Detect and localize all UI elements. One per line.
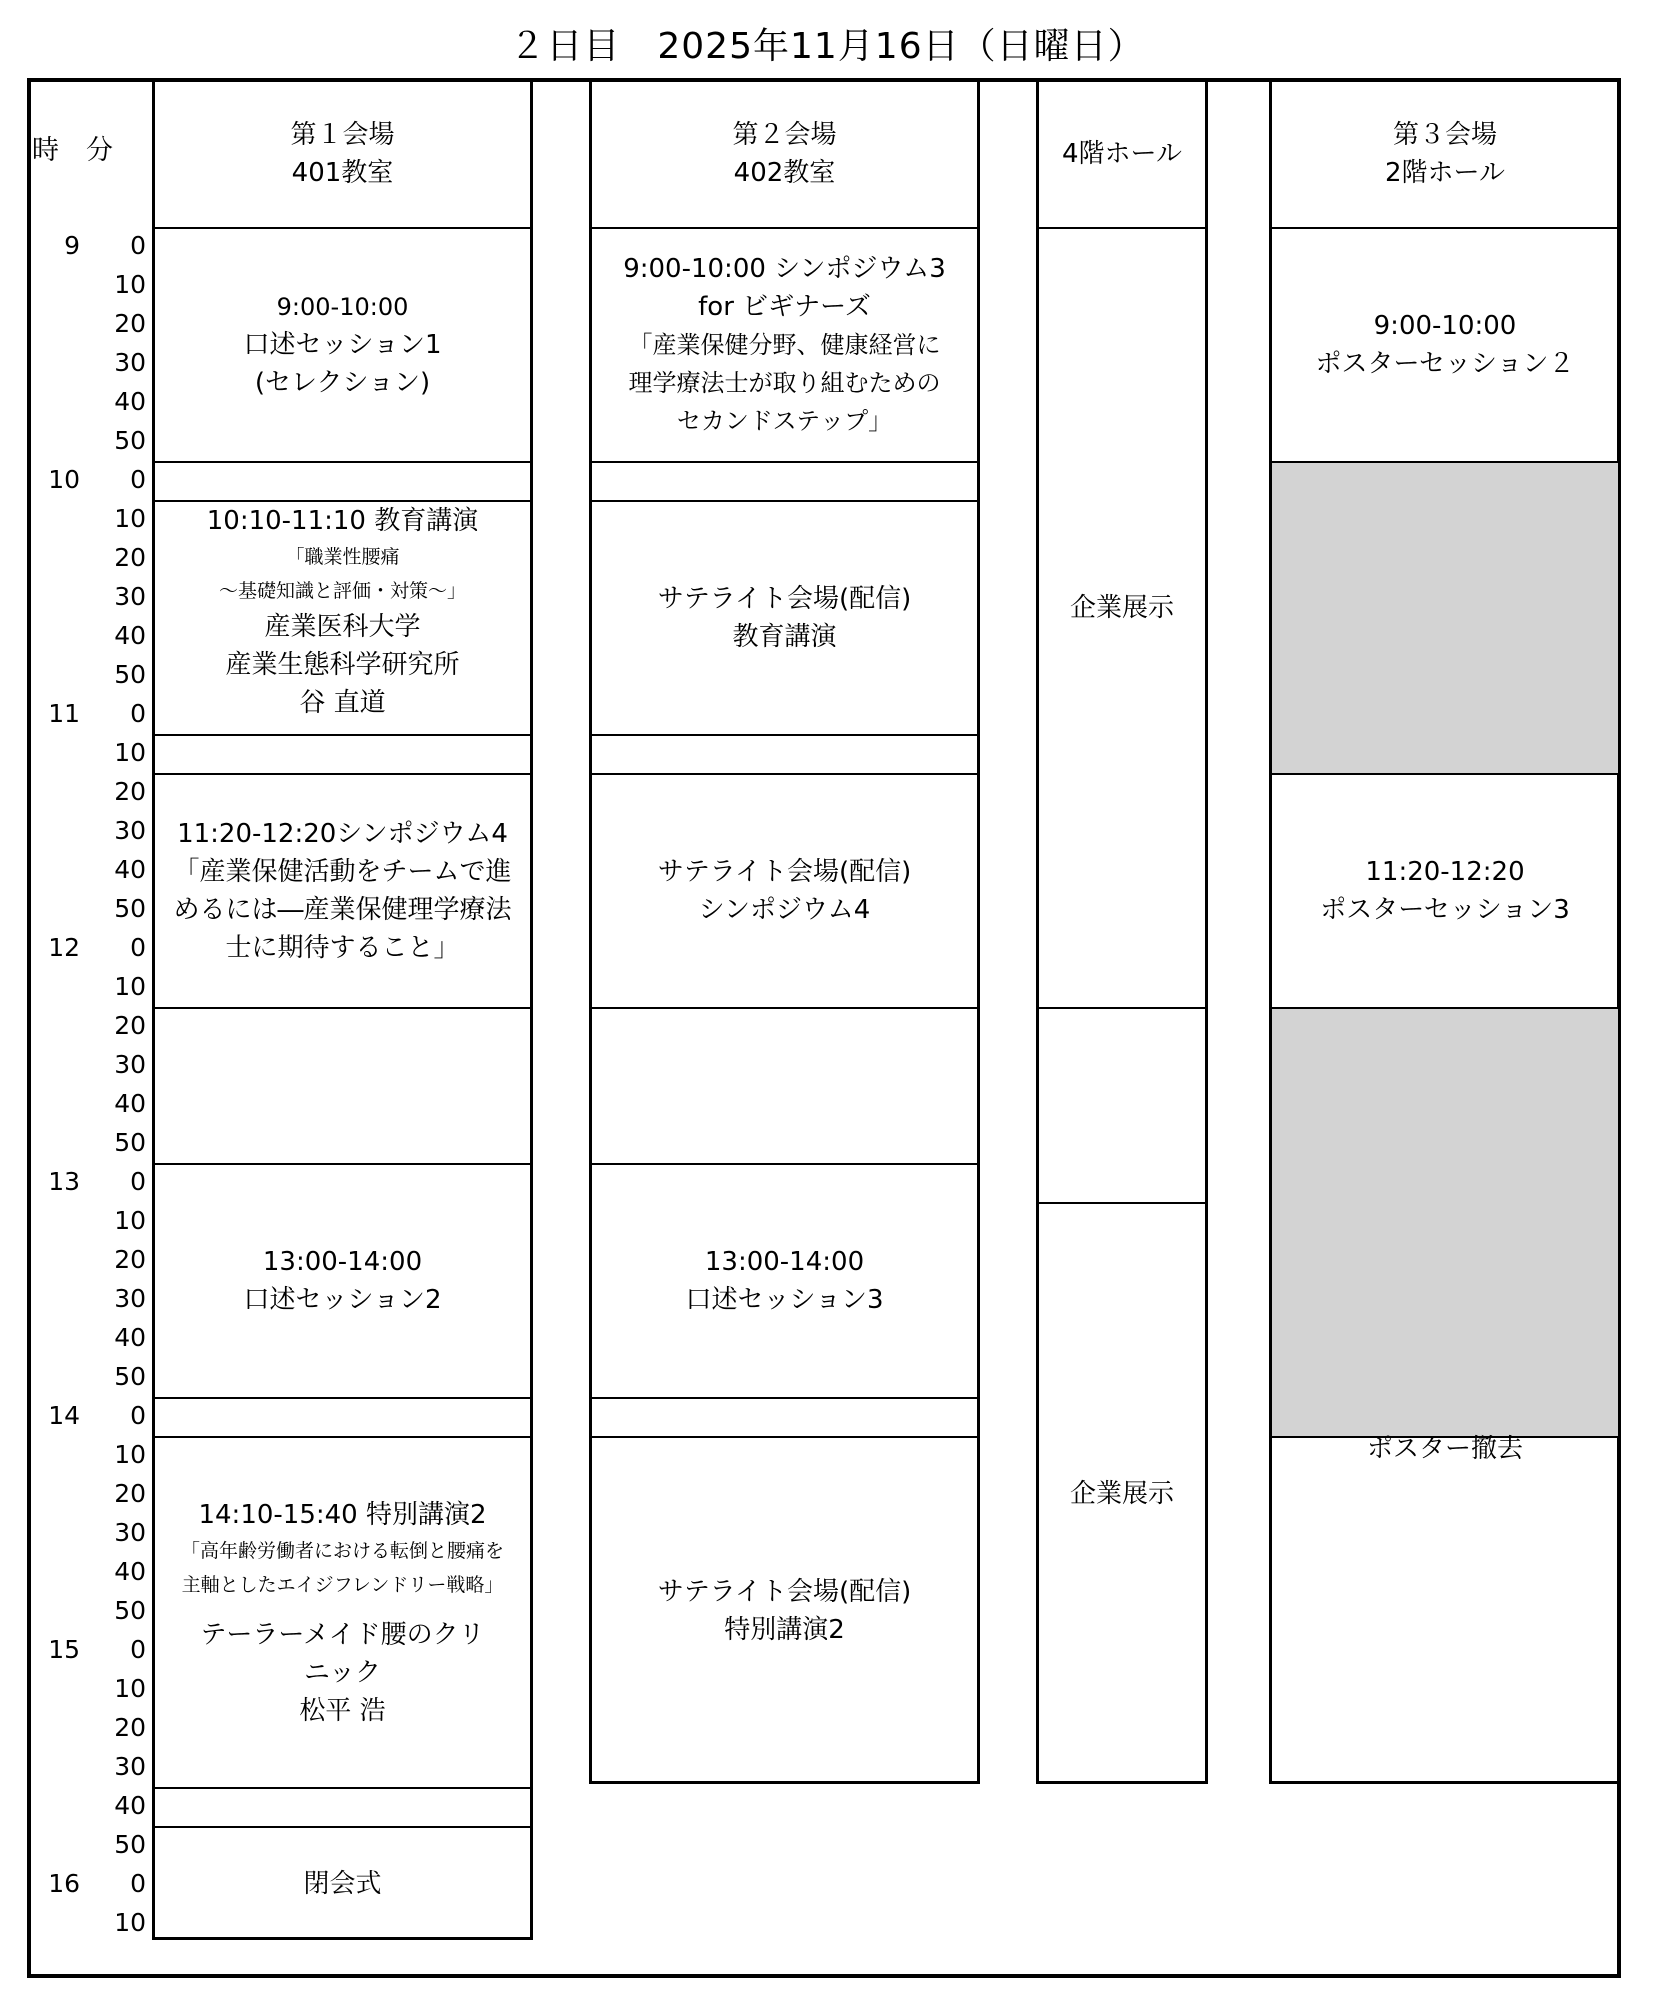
venue2-oral-session3 xyxy=(592,1163,977,1397)
venue1-education-lecture xyxy=(155,500,530,734)
session-time: 14:10-15:40 特別講演2 xyxy=(198,1499,487,1530)
time-minute-label: 0 xyxy=(130,1167,146,1196)
venue3-column xyxy=(1269,78,1621,1784)
speaker-affiliation2: 産業生態科学研究所 xyxy=(225,650,460,680)
venue2-satellite-symposium xyxy=(592,773,977,1007)
venue3-header-room: 2階ホール xyxy=(1384,158,1506,188)
session-title-line3: 士に期待すること」 xyxy=(225,933,460,963)
session-time: 9:00-10:00 シンポジウム3 xyxy=(623,254,946,284)
speaker-affiliation1: 産業医科大学 xyxy=(264,612,421,642)
exhibit-label: 企業展示 xyxy=(1069,593,1174,623)
session-time: 11:20-12:20シンポジウム4 xyxy=(177,819,508,849)
session-title-line1: for ビギナーズ xyxy=(698,292,871,322)
time-minute-label: 40 xyxy=(114,621,146,650)
time-minute-label: 0 xyxy=(130,1869,146,1898)
session-title-line1: 「産業保健活動をチームで進 xyxy=(173,857,512,887)
venue3-header-name: 第３会場 xyxy=(1392,120,1497,150)
time-minute-label: 20 xyxy=(114,1479,146,1508)
venue1-break xyxy=(155,461,530,500)
venue1-oral-session1 xyxy=(155,227,530,461)
session-title: 特別講演2 xyxy=(724,1615,845,1645)
time-minute-label: 20 xyxy=(114,1245,146,1274)
time-minute-label: 40 xyxy=(114,1323,146,1352)
time-minute-label: 10 xyxy=(114,1206,146,1235)
time-minute-label: 30 xyxy=(114,1752,146,1781)
time-minute-label: 50 xyxy=(114,1128,146,1157)
time-minute-label: 0 xyxy=(130,1401,146,1430)
session-title-line3: 理学療法士が取り組むための xyxy=(628,369,941,397)
time-minute-label: 30 xyxy=(114,348,146,377)
venue1-symposium4 xyxy=(155,773,530,1007)
time-minute-label: 0 xyxy=(130,231,146,260)
venue2-header-room: 402教室 xyxy=(733,158,836,188)
session-time: 13:00-14:00 xyxy=(704,1247,865,1277)
time-minute-label: 10 xyxy=(114,1674,146,1703)
session-title-line2: 「産業保健分野、健康経営に xyxy=(628,331,941,359)
time-minute-label: 50 xyxy=(114,1830,146,1859)
time-minute-label: 40 xyxy=(114,1557,146,1586)
venue1-header xyxy=(155,81,530,227)
lecture-title-line1: 「職業性腰痛 xyxy=(285,546,400,568)
time-minute-label: 50 xyxy=(114,1596,146,1625)
time-minute-label: 30 xyxy=(114,816,146,845)
session-title: シンポジウム4 xyxy=(698,895,871,925)
exhibit-label: 企業展示 xyxy=(1069,1479,1174,1509)
time-minute-label: 30 xyxy=(114,582,146,611)
time-minute-label: 20 xyxy=(114,1011,146,1040)
session-time: 9:00-10:00 xyxy=(1373,311,1517,341)
session-subtitle: (セレクション) xyxy=(254,368,431,398)
venue3-closed-block xyxy=(1272,461,1618,773)
session-title: 閉会式 xyxy=(303,1869,382,1899)
time-hour-label: 12 xyxy=(48,933,80,962)
venue2-column xyxy=(589,78,980,1784)
time-column-header: 時 分 xyxy=(32,135,113,166)
venue1-lunch-break xyxy=(155,1007,530,1163)
time-minute-label: 30 xyxy=(114,1284,146,1313)
venue2-lunch-break xyxy=(592,1007,977,1163)
session-time: 10:10-11:10 教育講演 xyxy=(206,506,479,536)
venue1-break xyxy=(155,1787,530,1826)
venue3-closed-block xyxy=(1272,1007,1618,1436)
time-minute-label: 0 xyxy=(130,1635,146,1664)
time-minute-label: 40 xyxy=(114,1089,146,1118)
lecture-title-line2: 主軸としたエイジフレンドリー戦略」 xyxy=(181,1573,504,1596)
time-hour-label: 15 xyxy=(48,1635,80,1664)
time-minute-label: 50 xyxy=(114,894,146,923)
time-minute-label: 20 xyxy=(114,309,146,338)
time-minute-label: 10 xyxy=(114,1908,146,1937)
time-minute-label: 50 xyxy=(114,1362,146,1391)
time-minute-label: 40 xyxy=(114,855,146,884)
time-minute-label: 10 xyxy=(114,1440,146,1469)
time-minute-label: 0 xyxy=(130,933,146,962)
venue1-header-name: 第１会場 xyxy=(290,120,395,150)
satellite-label: サテライト会場(配信) xyxy=(657,1577,912,1607)
session-title: 教育講演 xyxy=(732,622,837,652)
session-title-line2: めるには―産業保健理学療法 xyxy=(173,895,512,925)
session-title: 口述セッション3 xyxy=(685,1285,884,1315)
hall4-exhibition-afternoon xyxy=(1039,1202,1205,1784)
time-minute-label: 50 xyxy=(114,426,146,455)
venue1-special-lecture2 xyxy=(155,1436,530,1787)
time-hour-label: 11 xyxy=(48,699,80,728)
time-hour-label: 14 xyxy=(48,1401,80,1430)
venue1-break xyxy=(155,1397,530,1436)
venue2-symposium3 xyxy=(592,227,977,461)
session-time: 11:20-12:20 xyxy=(1365,857,1525,887)
venue2-break xyxy=(592,734,977,773)
session-title: ポスター撤去 xyxy=(1366,1434,1523,1464)
speaker-affiliation1: テーラーメイド腰のクリ xyxy=(200,1619,485,1650)
session-time: 13:00-14:00 xyxy=(262,1247,423,1277)
venue3-header xyxy=(1272,81,1618,227)
time-minute-label: 10 xyxy=(114,972,146,1001)
page-title: ２日目 2025年11月16日（日曜日） xyxy=(509,26,1145,67)
hall4-header-name: 4階ホール xyxy=(1061,139,1183,169)
time-minute-label: 30 xyxy=(114,1050,146,1079)
time-minute-label: 20 xyxy=(114,1713,146,1742)
time-hour-label: 9 xyxy=(64,231,80,260)
time-minute-label: 10 xyxy=(114,270,146,299)
venue1-closing-ceremony xyxy=(155,1826,530,1940)
session-title: 口述セッション2 xyxy=(243,1285,442,1315)
venue3-poster-session2 xyxy=(1272,227,1618,461)
venue2-header-name: 第２会場 xyxy=(732,120,837,150)
session-title: ポスターセッション3 xyxy=(1320,895,1570,925)
time-hour-label: 16 xyxy=(48,1869,80,1898)
venue2-satellite-special xyxy=(592,1436,977,1784)
time-minute-label: 20 xyxy=(114,543,146,572)
venue2-break xyxy=(592,1397,977,1436)
satellite-label: サテライト会場(配信) xyxy=(657,584,912,614)
time-minute-label: 50 xyxy=(114,660,146,689)
hall4-column xyxy=(1036,78,1208,1784)
speaker-name: 谷 直道 xyxy=(299,688,386,718)
time-hour-label: 13 xyxy=(48,1167,80,1196)
venue2-header xyxy=(592,81,977,227)
venue3-poster-removal xyxy=(1272,1436,1618,1784)
hall4-header xyxy=(1039,81,1205,227)
venue1-break xyxy=(155,734,530,773)
hall4-break xyxy=(1039,1007,1205,1202)
venue1-oral-session2 xyxy=(155,1163,530,1397)
session-title: 口述セッション1 xyxy=(243,330,442,360)
time-minute-label: 10 xyxy=(114,504,146,533)
speaker-name: 松平 浩 xyxy=(299,1695,386,1726)
venue2-break xyxy=(592,461,977,500)
session-title: ポスターセッション２ xyxy=(1315,349,1575,379)
session-time: 9:00-10:00 xyxy=(276,293,409,321)
speaker-affiliation2: ニック xyxy=(304,1657,381,1688)
time-minute-label: 20 xyxy=(114,777,146,806)
hall4-exhibition-morning xyxy=(1039,227,1205,1007)
venue1-header-room: 401教室 xyxy=(291,158,394,188)
time-minute-label: 30 xyxy=(114,1518,146,1547)
lecture-title-line1: 「高年齢労働者における転倒と腰痛を xyxy=(180,1539,504,1562)
time-minute-label: 0 xyxy=(130,465,146,494)
time-hour-label: 10 xyxy=(48,465,80,494)
session-title-line4: セカンドステップ」 xyxy=(676,407,893,435)
time-minute-label: 10 xyxy=(114,738,146,767)
time-minute-label: 40 xyxy=(114,387,146,416)
venue3-poster-session3 xyxy=(1272,773,1618,1007)
time-minute-label: 0 xyxy=(130,699,146,728)
lecture-title-line2: ～基礎知識と評価・対策～」 xyxy=(218,580,466,602)
venue1-column xyxy=(152,78,533,1940)
time-minute-label: 40 xyxy=(114,1791,146,1820)
satellite-label: サテライト会場(配信) xyxy=(657,857,912,887)
venue2-satellite-education xyxy=(592,500,977,734)
